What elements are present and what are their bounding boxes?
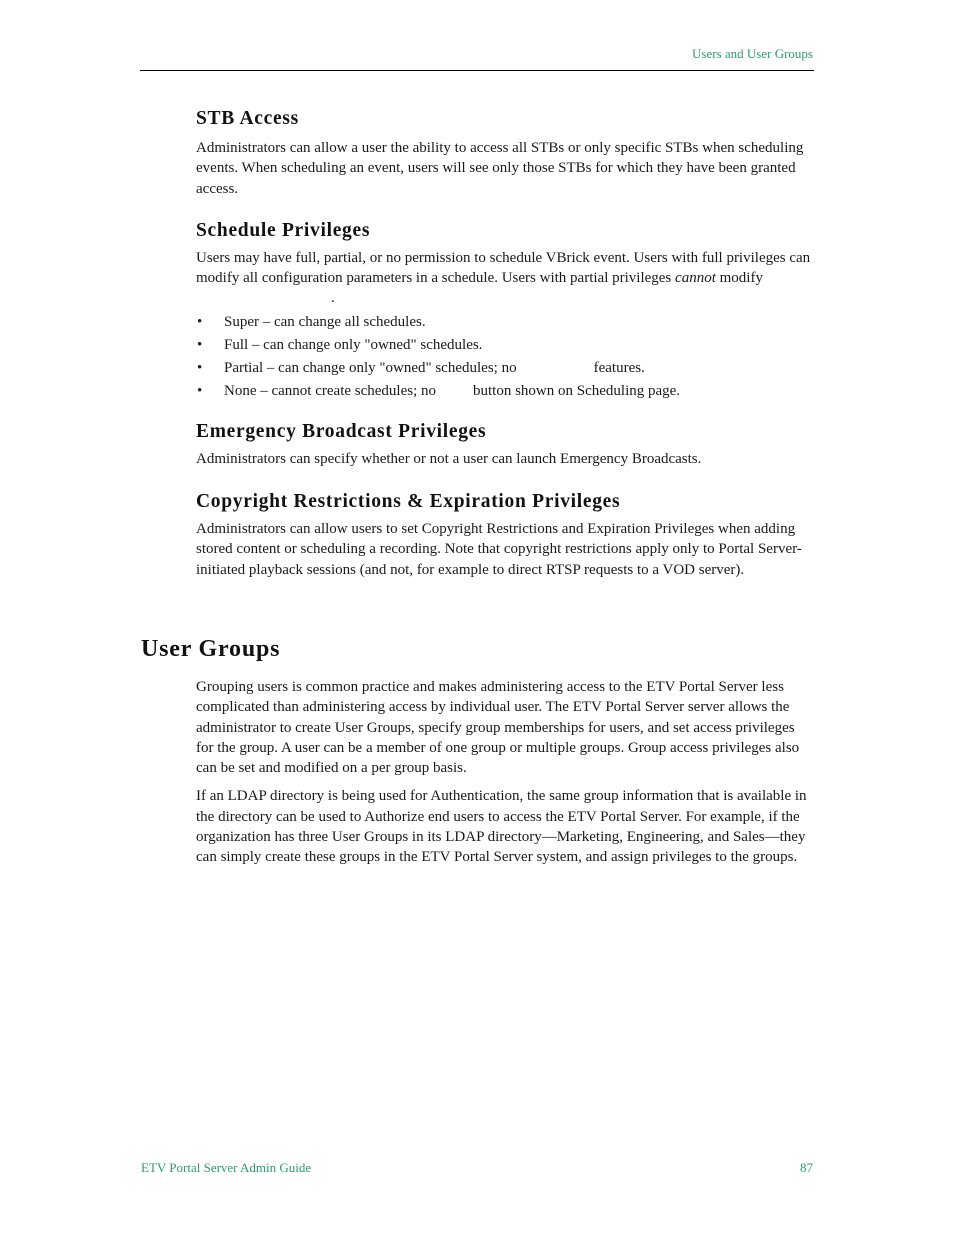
schedule-privileges-heading: Schedule Privileges: [196, 219, 371, 241]
footer-title: ETV Portal Server Admin Guide: [141, 1160, 312, 1175]
main-content: [196, 105, 814, 580]
page-number: 87: [800, 1160, 813, 1175]
list-item: • Full – can change only "owned" schedules.: [197, 336, 483, 353]
running-header: Users and User Groups: [692, 46, 813, 61]
stb-access-heading: STB Access: [196, 108, 299, 129]
user-groups-paragraph-1: Grouping users is common practice and makes administering access to the ETV Portal Server less complicated than administering access by individual user. The ETV Portal Server server allows the administrator to create User Groups, specify group memberships for users, and set access privileges for the group. A user can be a member of one group or multiple groups. Group access privileges also can be set and modified on a per group basis.: [196, 679, 800, 777]
list-item: • None – cannot create schedules; no button shown on Scheduling page.: [197, 382, 681, 399]
emergency-broadcast-heading: Emergency Broadcast Privileges: [196, 420, 487, 442]
emergency-broadcast-paragraph: Administrators can specify whether or not a user can launch Emergency Broadcasts.: [196, 450, 702, 467]
user-groups-content: [196, 677, 814, 868]
user-groups-paragraph-2: If an LDAP directory is being used for Authentication, the same group information that is available in the directory can be used to Authorize end users to access the ETV Portal Server. For example, if the organization has three User Groups in its LDAP directory—Marketing, Engineering, and Sales—they can simply create these groups in the ETV Portal Server system, and assign privileges to the groups.: [196, 788, 807, 866]
list-item: • Super – can change all schedules.: [197, 313, 426, 330]
copyright-heading: Copyright Restrictions & Expiration Privileges: [196, 491, 621, 513]
copyright-paragraph: Administrators can allow users to set Copyright Restrictions and Expiration Privileges when adding stored content or scheduling a recording. Note that copyright restrictions apply only to Portal Server-initiated playback sessions (and not, for example to direct RTSP requests to a VOD server).: [196, 521, 802, 578]
stb-access-paragraph: Administrators can allow a user the ability to access all STBs or only specific STBs when scheduling events. When scheduling an event, users will see only those STBs for which they have been granted access.: [196, 140, 804, 197]
schedule-privileges-list: [196, 312, 814, 401]
header-divider: [140, 70, 814, 71]
schedule-privileges-paragraph: Users may have full, partial, or no permission to schedule VBrick event. Users with full privileges can modify all configuration parameters in a schedule. Users with partial privileges cannot modify.: [196, 249, 811, 307]
user-groups-heading: User Groups: [141, 636, 281, 662]
list-item: • Partial – can change only "owned" schedules; no features.: [197, 359, 645, 376]
